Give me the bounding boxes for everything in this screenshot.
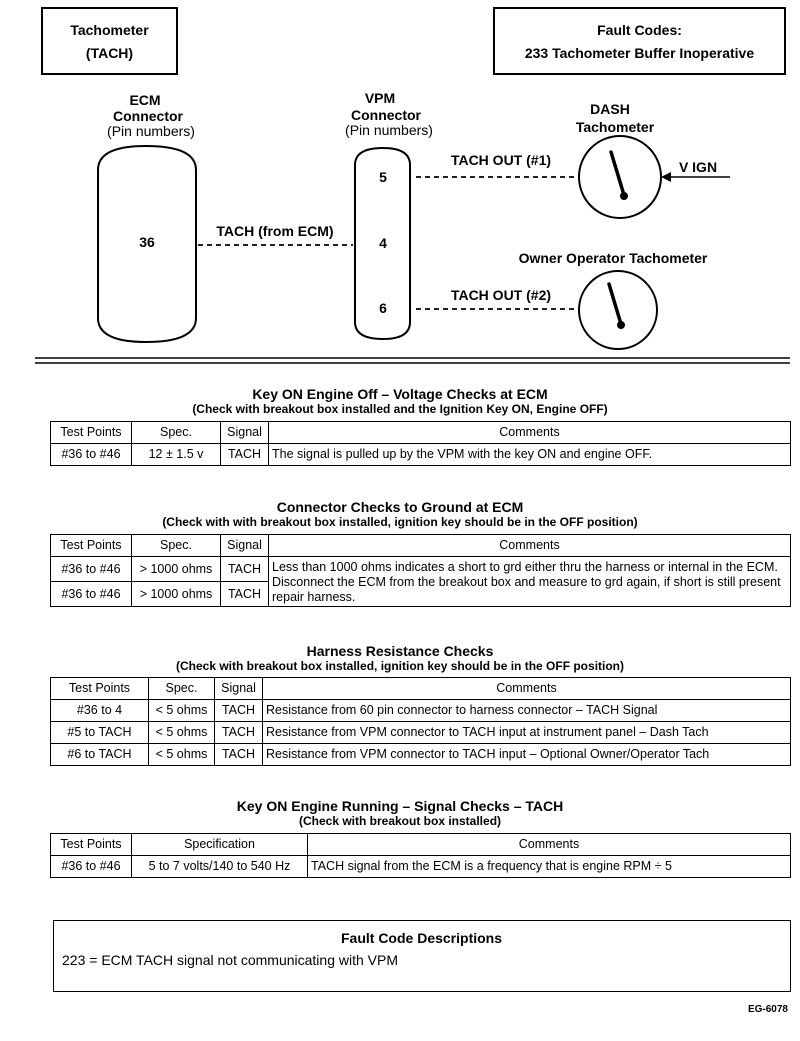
spec-cell: 12 ± 1.5 v — [132, 444, 221, 466]
test-points-cell: #36 to #46 — [51, 557, 132, 582]
title-line2: (TACH) — [85, 45, 134, 61]
vign-label: V IGN — [678, 159, 718, 175]
s2-subtitle: (Check with with breakout box installed, ignition key should be in the OFF position) — [162, 515, 638, 529]
dash-label-line2: Tachometer — [575, 119, 655, 135]
ecm-pin-36: 36 — [139, 234, 155, 250]
vign-arrow-icon — [661, 172, 671, 182]
s2-table — [50, 534, 791, 607]
table-header-row — [51, 535, 791, 557]
test-points-cell: #36 to 4 — [51, 700, 149, 722]
spec-cell: > 1000 ohms — [132, 582, 221, 607]
comment-cell: The signal is pulled up by the VPM with the key ON and engine OFF. — [269, 444, 791, 466]
table-row — [51, 557, 791, 582]
vpm-label-line3: (Pin numbers) — [345, 122, 433, 138]
table-row — [51, 744, 791, 766]
s4-title: Key ON Engine Running – Signal Checks – TACH — [236, 798, 564, 814]
spec-cell: > 1000 ohms — [132, 557, 221, 582]
fault-desc-text: 223 = ECM TACH signal not communicating with VPM — [62, 952, 399, 968]
vpm-pin-4: 4 — [379, 235, 387, 251]
test-points-cell: #36 to #46 — [51, 444, 132, 466]
s1-subtitle: (Check with breakout box installed and the Ignition Key ON, Engine OFF) — [192, 402, 608, 416]
signal-cell: TACH — [215, 722, 263, 744]
table-header-row — [51, 678, 791, 700]
header-cell: Spec. — [132, 535, 221, 557]
owner-tach-needle — [609, 284, 621, 324]
header-cell: Test Points — [51, 834, 132, 856]
s4-subtitle: (Check with breakout box installed) — [298, 814, 502, 828]
fault-descriptions-box — [53, 920, 791, 992]
title-line1: Tachometer — [70, 22, 149, 38]
s3-subtitle: (Check with breakout box installed, ignition key should be in the OFF position) — [175, 659, 625, 673]
fault-desc-title: Fault Code Descriptions — [340, 930, 503, 946]
header-cell: Comments — [263, 678, 791, 700]
table-row — [51, 722, 791, 744]
header-cell: Spec. — [132, 422, 221, 444]
vpm-pin-5: 5 — [379, 169, 387, 185]
tach-out-1-label: TACH OUT (#1) — [450, 152, 552, 168]
header-cell: Signal — [215, 678, 263, 700]
fault-code-233: 233 Tachometer Buffer Inoperative — [524, 45, 755, 61]
table-header-row — [51, 834, 791, 856]
dash-label-line1: DASH — [590, 101, 630, 117]
table-row — [51, 700, 791, 722]
comment-cell: TACH signal from the ECM is a frequency that is engine RPM ÷ 5 — [308, 856, 791, 878]
s1-title: Key ON Engine Off – Voltage Checks at ECM — [252, 386, 548, 402]
header-cell: Comments — [269, 422, 791, 444]
figure-id: EG-6078 — [747, 1004, 788, 1015]
test-points-cell: #36 to #46 — [51, 856, 132, 878]
spec-cell: < 5 ohms — [149, 700, 215, 722]
wiring-diagram — [0, 0, 800, 370]
dash-tach-needle — [611, 152, 624, 195]
test-points-cell: #36 to #46 — [51, 582, 132, 607]
vpm-label-line2: Connector — [351, 107, 421, 123]
signal-cell: TACH — [221, 582, 269, 607]
tach-out-2-label: TACH OUT (#2) — [450, 287, 552, 303]
table-row — [51, 444, 791, 466]
header-cell: Comments — [269, 535, 791, 557]
s3-title: Harness Resistance Checks — [306, 643, 494, 659]
vpm-label-line1: VPM — [364, 90, 396, 106]
header-cell: Signal — [221, 535, 269, 557]
comment-cell: Resistance from 60 pin connector to harness connector – TACH Signal — [263, 700, 791, 722]
ecm-label-line2: Connector — [113, 108, 183, 124]
header-cell: Test Points — [51, 678, 149, 700]
header-cell: Test Points — [51, 535, 132, 557]
fault-codes-title: Fault Codes: — [597, 22, 682, 38]
spec-cell: 5 to 7 volts/140 to 540 Hz — [132, 856, 308, 878]
header-cell: Signal — [221, 422, 269, 444]
comment-cell: Resistance from VPM connector to TACH input – Optional Owner/Operator Tach — [263, 744, 791, 766]
signal-cell: TACH — [215, 744, 263, 766]
s4-table — [50, 833, 791, 878]
table-row — [51, 856, 791, 878]
comment-cell: Resistance from VPM connector to TACH input at instrument panel – Dash Tach — [263, 722, 791, 744]
owner-tach-label: Owner Operator Tachometer — [518, 250, 708, 266]
s3-table — [50, 677, 791, 766]
test-points-cell: #6 to TACH — [51, 744, 149, 766]
header-cell: Specification — [132, 834, 308, 856]
s2-title: Connector Checks to Ground at ECM — [276, 499, 524, 515]
spec-cell: < 5 ohms — [149, 744, 215, 766]
header-cell: Spec. — [149, 678, 215, 700]
signal-cell: TACH — [215, 700, 263, 722]
tach-from-ecm-label: TACH (from ECM) — [216, 223, 334, 239]
ecm-label-line1: ECM — [129, 92, 161, 108]
table-header-row — [51, 422, 791, 444]
header-cell: Comments — [308, 834, 791, 856]
signal-cell: TACH — [221, 444, 269, 466]
spec-cell: < 5 ohms — [149, 722, 215, 744]
vpm-pin-6: 6 — [379, 300, 387, 316]
signal-cell: TACH — [221, 557, 269, 582]
s1-table — [50, 421, 791, 466]
ecm-label-line3: (Pin numbers) — [107, 123, 195, 139]
comment-cell: Less than 1000 ohms indicates a short to grd either thru the harness or internal in the ECM. Disconnect the ECM from the breakout box and measure to grd again, if short is still present repair harness. — [269, 557, 791, 607]
header-cell: Test Points — [51, 422, 132, 444]
test-points-cell: #5 to TACH — [51, 722, 149, 744]
